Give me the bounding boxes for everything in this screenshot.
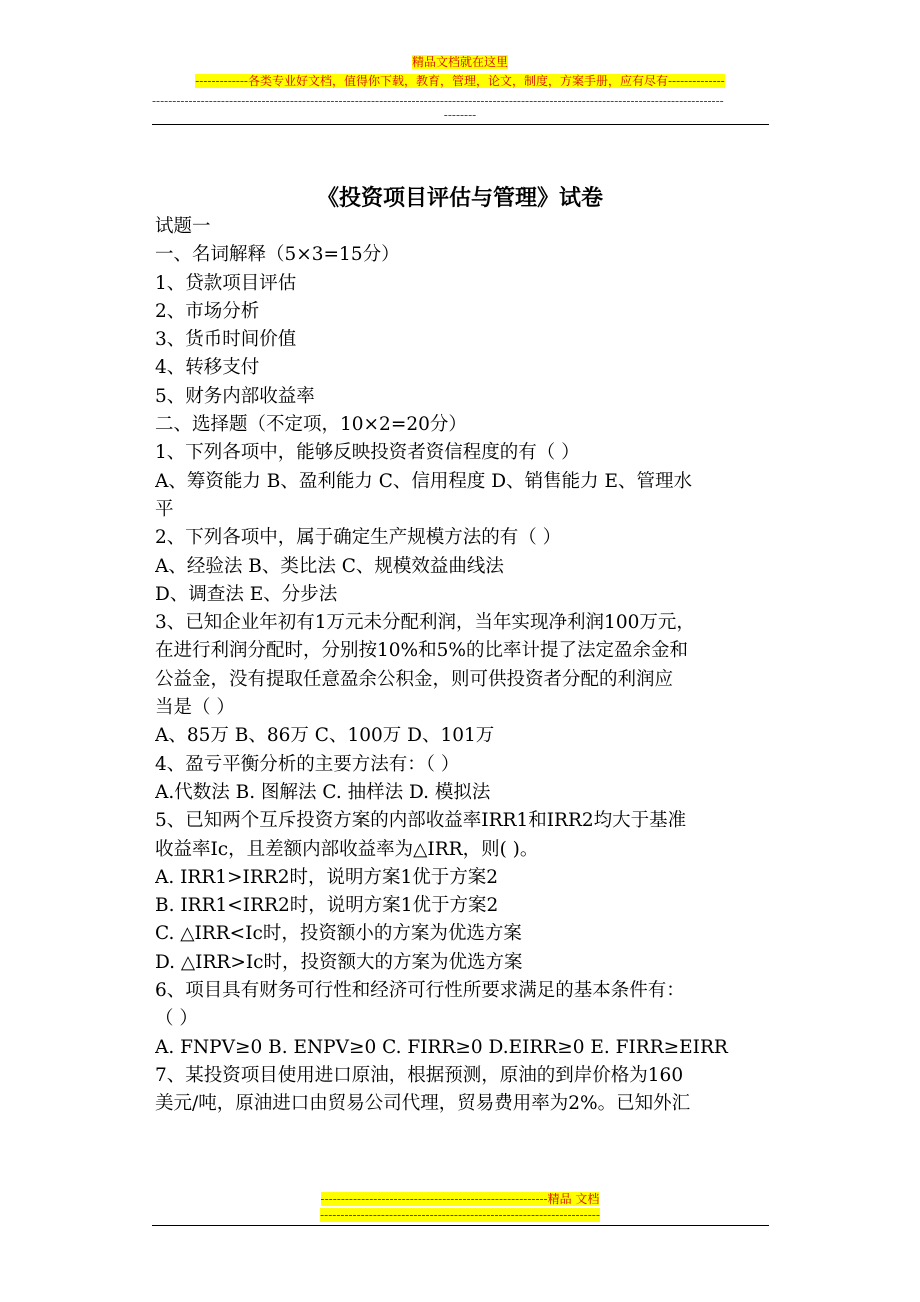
- text-line: A. FNPV≥0 B. ENPV≥0 C. FIRR≥0 D.EIRR≥0 E. FIRR≥EIRR: [155, 1036, 728, 1058]
- text-line: A.代数法 B. 图解法 C. 抽样法 D. 模拟法: [155, 781, 491, 803]
- text-line: 3、已知企业年初有1万元未分配利润，当年实现净利润100万元，: [155, 612, 695, 634]
- text-line: 美元/吨，原油进口由贸易公司代理，贸易费用率为2%。已知外汇: [155, 1093, 691, 1115]
- footer-dashes: ---------------------------------------------------------------------: [320, 1208, 600, 1222]
- text-line: D、调查法 E、分步法: [155, 583, 338, 605]
- text-line: A、85万 B、86万 C、100万 D、101万: [155, 725, 495, 747]
- text-line: B. IRR1<IRR2时，说明方案1优于方案2: [155, 895, 499, 917]
- text-line: A、经验法 B、类比法 C、规模效益曲线法: [155, 555, 504, 577]
- header-tagline: 精品文档就在这里: [411, 55, 508, 69]
- header-line3: ---------------------------------------------------------------------------------------------------------------------------------------------: [152, 94, 724, 108]
- text-line: A、筹资能力 B、盈利能力 C、信用程度 D、销售能力 E、管理水: [155, 470, 692, 492]
- footer-rule: [152, 1225, 769, 1226]
- text-line: 4、盈亏平衡分析的主要方法有：（ ）: [155, 753, 460, 775]
- text-line: C. △IRR<Ic时，投资额小的方案为优选方案: [155, 923, 522, 945]
- text-line: 3、货币时间价值: [155, 329, 297, 351]
- text-line: D. △IRR>Ic时，投资额大的方案为优选方案: [155, 951, 523, 973]
- footer-tagline: --------------------------------------------------------精品 文档: [320, 1192, 600, 1206]
- text-line: （ ）: [155, 1008, 198, 1030]
- footer-line1: [152, 1190, 768, 1208]
- text-line: A. IRR1>IRR2时，说明方案1优于方案2: [155, 866, 499, 888]
- text-line: 7、某投资项目使用进口原油，根据预测，原油的到岸价格为160: [155, 1064, 684, 1086]
- text-line: 6、项目具有财务可行性和经济可行性所要求满足的基本条件有：: [155, 980, 685, 1002]
- document-body: [155, 213, 773, 1119]
- text-line: 在进行利润分配时，分别按10%和5%的比率计提了法定盈余金和: [155, 640, 688, 662]
- text-line: 收益率Ic，且差额内部收益率为△IRR，则( )。: [155, 838, 539, 860]
- text-line: 1、贷款项目评估: [155, 272, 297, 294]
- text-line: 4、转移支付: [155, 357, 260, 379]
- footer-line2: [152, 1207, 768, 1223]
- header-line2: [152, 72, 768, 90]
- text-line: 2、市场分析: [155, 300, 260, 322]
- text-line: 1、下列各项中，能够反映投资者资信程度的有（ ）: [155, 442, 580, 464]
- header-line1: [152, 53, 768, 71]
- text-line: 5、财务内部收益率: [155, 385, 315, 407]
- text-line: 平: [155, 498, 174, 520]
- text-line: 5、已知两个互斥投资方案的内部收益率IRR1和IRR2均大于基准: [155, 810, 687, 832]
- text-line: 公益金，没有提取任意盈余公积金，则可供投资者分配的利润应: [155, 668, 674, 690]
- text-line: 2、下列各项中，属于确定生产规模方法的有（ ）: [155, 527, 562, 549]
- header-promo: -------------各类专业好文档，值得你下载，教育，管理，论文，制度，方案手册，应有尽有--------------: [195, 74, 725, 88]
- document-title: 《投资项目评估与管理》试卷: [316, 185, 603, 211]
- header-rule: [152, 124, 769, 125]
- text-line: 二、选择题（不定项，10×2=20分）: [155, 414, 467, 436]
- text-line: 一、名词解释（5×3=15分）: [155, 244, 400, 266]
- header-line4: --------: [443, 108, 477, 122]
- text-line: 试题一: [155, 216, 211, 237]
- text-line: 当是（ ）: [155, 697, 235, 719]
